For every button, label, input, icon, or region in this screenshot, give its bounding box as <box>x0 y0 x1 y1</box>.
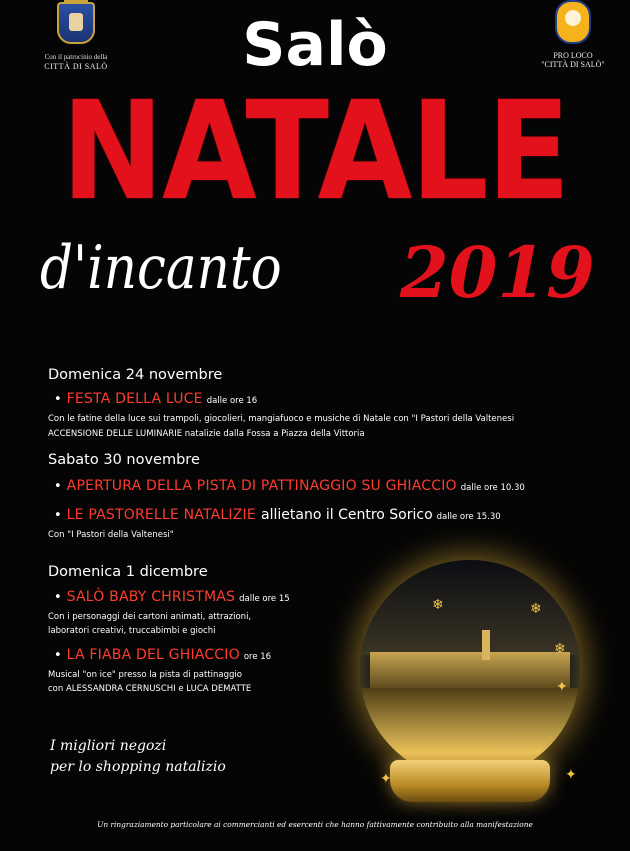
event-description: Con le fatine della luce sui trampoli, giocolieri, mangiafuoco e musiche di Natale con "I Pastori della Valtenesi <box>48 414 515 424</box>
day-date: Domenica 24 novembre <box>48 367 223 383</box>
sparkle-icon: ✦ <box>380 770 392 786</box>
proloco-line1: PRO LOCO <box>553 51 593 60</box>
snowflake-icon: ❄ <box>530 600 542 616</box>
event-title-suffix: allietano il Centro Sorico <box>261 507 433 523</box>
globe-sphere <box>360 560 580 780</box>
event-item <box>54 503 618 528</box>
event-description: ACCENSIONE DELLE LUMINARIE natalizie dalla Fossa a Piazza della Vittoria <box>48 428 365 439</box>
town-title: Salò <box>242 10 388 80</box>
event-description: Con i personaggi dei cartoni animati, attrazioni, <box>48 611 252 622</box>
globe-base <box>390 760 550 802</box>
globe-sky <box>360 560 580 655</box>
bullet-icon: • <box>54 589 62 605</box>
shopping-line1: I migliori negozi <box>50 738 167 754</box>
event-description: Musical "on ice" presso la pista di pattinaggio <box>48 669 242 680</box>
day-date: Domenica 1 dicembre <box>48 563 208 580</box>
event-title: LA FIABA DEL GHIACCIO <box>66 646 240 663</box>
day-section <box>48 451 618 543</box>
proloco-line2: "CITTÀ DI SALÒ" <box>541 60 605 69</box>
snowflake-icon: ❄ <box>554 640 566 656</box>
globe-town <box>370 652 570 688</box>
event-time: dalle ore 10.30 <box>460 483 525 493</box>
event-description: Con "I Pastori della Valtenesi" <box>48 530 174 540</box>
event-description: con ALESSANDRA CERNUSCHI e LUCA DEMATTE <box>48 684 252 694</box>
year-title: 2019 <box>400 231 595 314</box>
bullet-icon: • <box>54 508 62 523</box>
day-section <box>48 366 618 441</box>
bell-tower-icon <box>482 630 490 660</box>
patronage-caption: Con il patrocinio della <box>44 53 108 61</box>
event-time: dalle ore 16 <box>206 396 258 406</box>
event-time: dalle ore 15.30 <box>436 512 501 522</box>
bullet-icon: • <box>54 392 62 407</box>
event-time: ore 16 <box>243 651 272 662</box>
snow-globe-illustration <box>360 560 590 810</box>
snowflake-icon: ❄ <box>432 596 444 612</box>
shopping-tagline <box>50 736 226 778</box>
event-title: LE PASTORELLE NATALIZIE <box>66 507 256 523</box>
day-date: Sabato 30 novembre <box>48 452 200 468</box>
subtitle: d'incanto <box>40 233 282 303</box>
bullet-icon: • <box>54 479 62 494</box>
event-time: dalle ore 15 <box>239 593 290 604</box>
snowflake-icon: ✦ <box>556 678 568 694</box>
sparkle-icon: ✦ <box>565 766 577 782</box>
main-title: NATALE <box>61 73 569 231</box>
event-title: FESTA DELLA LUCE <box>66 391 203 407</box>
event-title: APERTURA DELLA PISTA DI PATTINAGGIO SU GHIACCIO <box>66 478 457 494</box>
event-item <box>54 474 618 499</box>
event-description: laboratori creativi, truccabimbi e giochi <box>48 626 216 636</box>
event-title: SALÒ BABY CHRISTMAS <box>66 588 236 605</box>
bullet-icon: • <box>54 647 62 663</box>
shopping-line2: per lo shopping natalizio <box>50 759 226 775</box>
footer-thanks: Un ringraziamento particolare ai commercianti ed esercenti che hanno fattivamente contribuito alla manifestazione <box>97 820 533 829</box>
patronage-city: CITTÀ DI SALÒ <box>44 62 108 71</box>
event-item <box>54 387 618 412</box>
